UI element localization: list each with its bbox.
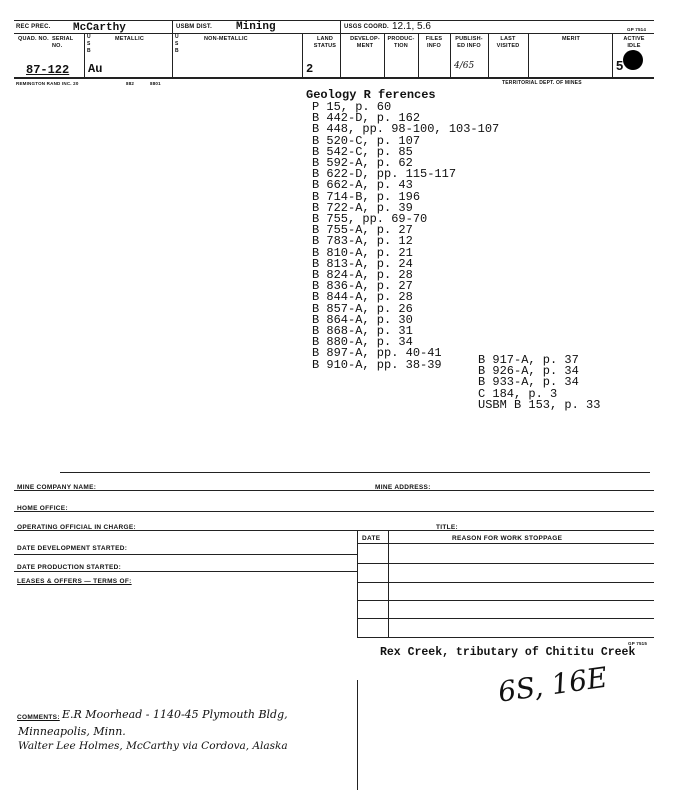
- reference-entry: B 897-A, pp. 40-41: [312, 346, 442, 361]
- files-info-label: FILES INFO: [425, 36, 443, 49]
- rec-prec-label: REC PREC.: [16, 24, 51, 30]
- header-bottom-rule: [14, 77, 654, 79]
- printer-code-1: 882: [126, 81, 135, 86]
- published-info-label: PUBLISH-ED INFO: [455, 36, 483, 49]
- reference-entry: B 813-A, p. 24: [312, 256, 413, 271]
- col-divider: [528, 33, 529, 77]
- col-divider: [340, 20, 341, 77]
- comments-line-2: Minneapolis, Minn.: [18, 725, 126, 738]
- reference-entry: C 184, p. 3: [478, 386, 558, 401]
- reference-entry: B 722-A, p. 39: [312, 200, 413, 215]
- reference-entry: B 714-B, p. 196: [312, 189, 421, 204]
- col-divider: [172, 20, 173, 77]
- reference-entry: B 442-D, p. 162: [312, 111, 421, 126]
- nonmetallic-label: NON-METALLIC: [204, 36, 248, 42]
- reference-entry: B 933-A, p. 34: [478, 375, 579, 390]
- reference-entry: B 592-A, p. 62: [312, 156, 413, 171]
- reference-entry: B 783-A, p. 12: [312, 234, 413, 249]
- location-text: Rex Creek, tributary of Chititu Creek: [380, 646, 636, 659]
- serial-no-label: SERIAL NO.: [52, 36, 74, 49]
- merit-label: MERIT: [562, 36, 581, 42]
- col-divider: [84, 33, 85, 77]
- reference-entry: B 542-C, p. 85: [312, 144, 413, 159]
- form-rule: [357, 637, 654, 638]
- date-column-label: DATE: [362, 535, 381, 542]
- usbm-dist-value: Mining: [236, 21, 276, 33]
- handwritten-location: 6S, 16E: [496, 660, 610, 709]
- usgs-coord-label: USGS COORD.: [344, 24, 389, 30]
- date-development-label: DATE DEVELOPMENT STARTED:: [17, 545, 128, 552]
- reference-entry: B 755-A, p. 27: [312, 223, 413, 238]
- development-label: DEVELOP-MENT: [350, 36, 380, 49]
- usb-nonmetallic-mark: U S B: [175, 34, 179, 54]
- mine-address-label: MINE ADDRESS:: [375, 484, 431, 491]
- usb-metallic-mark: U S B: [87, 34, 91, 54]
- reference-entry: B 448, pp. 98-100, 103-107: [312, 122, 500, 137]
- reference-entry: B 755, pp. 69-70: [312, 212, 428, 227]
- form-rule: [357, 563, 654, 564]
- reference-entry: B 662-A, p. 43: [312, 178, 413, 193]
- land-status-value: 2: [306, 62, 314, 76]
- rec-prec-value: McCarthy: [73, 22, 126, 34]
- reference-entry: B 836-A, p. 27: [312, 279, 413, 294]
- form-rule: [357, 600, 654, 601]
- col-divider: [357, 530, 358, 638]
- form-number-2: GP 7515: [628, 641, 648, 646]
- form-rule: [357, 618, 654, 619]
- reference-entry: B 864-A, p. 30: [312, 312, 413, 327]
- reference-entry: B 844-A, p. 28: [312, 290, 413, 305]
- comments-line-1: E.R Moorhead - 1140-45 Plymouth Bldg,: [62, 708, 288, 721]
- printer-code-2: 8801: [150, 81, 161, 86]
- col-divider: [450, 33, 451, 77]
- printer-line: REMINGTON RAND INC. 20: [16, 81, 79, 86]
- form-rule: [14, 571, 357, 572]
- form-rule: [357, 543, 654, 544]
- reason-column-label: REASON FOR WORK STOPPAGE: [452, 535, 563, 542]
- reference-entry: B 868-A, p. 31: [312, 324, 413, 339]
- form-rule: [14, 554, 357, 555]
- reference-entry: P 15, p. 60: [312, 100, 392, 114]
- form-number: GP 7514: [627, 27, 647, 32]
- title-label: TITLE:: [436, 524, 459, 531]
- operating-official-label: OPERATING OFFICIAL IN CHARGE:: [17, 524, 136, 531]
- mine-company-label: MINE COMPANY NAME:: [17, 484, 97, 491]
- col-divider: [418, 33, 419, 77]
- reference-entry: B 926-A, p. 34: [478, 364, 579, 379]
- col-divider: [612, 33, 613, 77]
- col-divider: [388, 530, 389, 638]
- comments-label: COMMENTS:: [17, 714, 60, 721]
- col-divider: [302, 33, 303, 77]
- production-label: PRODUC-TION: [387, 36, 415, 49]
- reference-entry: B 520-C, p. 107: [312, 133, 421, 148]
- col-divider: [384, 33, 385, 77]
- usgs-coord-value: 12.1, 5.6: [392, 21, 431, 32]
- usbm-dist-label: USBM DIST.: [176, 24, 213, 30]
- active-dot-icon: [623, 50, 643, 70]
- comments-line-3: Walter Lee Holmes, McCarthy via Cordova, Alaska: [18, 740, 288, 752]
- home-office-label: HOME OFFICE:: [17, 505, 68, 512]
- reference-entry: B 622-D, pp. 115-117: [312, 167, 457, 182]
- reference-entry: B 824-A, p. 28: [312, 268, 413, 283]
- published-info-value: 4/65: [454, 61, 475, 71]
- leases-label: LEASES & OFFERS — TERMS OF:: [17, 578, 132, 585]
- last-visited-label: LAST VISITED: [496, 36, 520, 49]
- active-mark: 5: [616, 58, 624, 73]
- date-production-label: DATE PRODUCTION STARTED:: [17, 564, 122, 571]
- active-idle-label: ACTIVE IDLE: [623, 36, 645, 49]
- col-divider: [357, 680, 358, 790]
- form-rule: [14, 490, 654, 491]
- reference-entry: B 880-A, p. 34: [312, 335, 413, 350]
- reference-entry: USBM B 153, p. 33: [478, 397, 601, 412]
- col-divider: [488, 33, 489, 77]
- reference-entry: B 857-A, p. 26: [312, 301, 413, 316]
- land-status-label: LAND STATUS: [313, 36, 337, 49]
- header-top-rule: [14, 20, 654, 21]
- form-rule: [357, 582, 654, 583]
- references-left-column: [312, 102, 499, 371]
- lower-top-rule: [60, 472, 650, 473]
- form-rule: [14, 511, 654, 512]
- references-right-column: [478, 355, 600, 411]
- quad-no-label: QUAD. NO.: [18, 36, 49, 42]
- dept-line: TERRITORIAL DEPT. OF MINES: [502, 80, 582, 86]
- quad-serial-value: 87-122: [26, 63, 70, 77]
- references-title: Geology R ferences: [306, 88, 436, 102]
- reference-entry: B 917-A, p. 37: [478, 353, 579, 367]
- metallic-value: Au: [88, 62, 103, 76]
- metallic-label: METALLIC: [115, 36, 144, 42]
- reference-entry: B 910-A, pp. 38-39: [312, 357, 442, 372]
- reference-entry: B 810-A, p. 21: [312, 245, 413, 260]
